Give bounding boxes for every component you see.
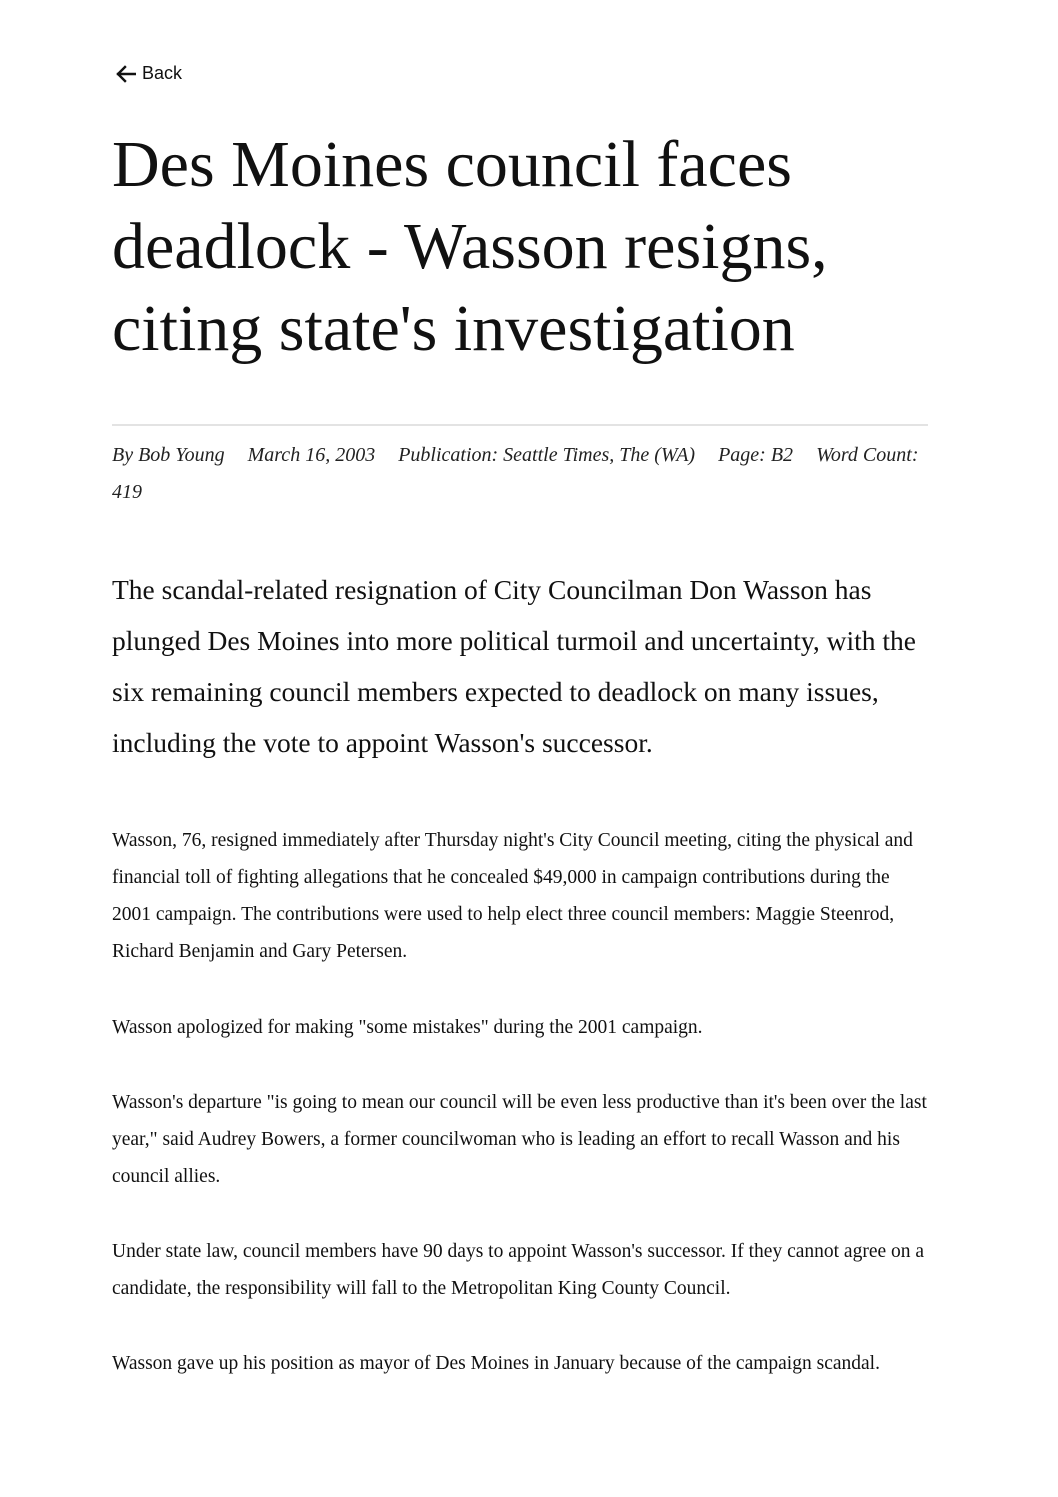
article-title: Des Moines council faces deadlock - Wasson resigns, citing state's investigation: [112, 128, 828, 365]
back-button[interactable]: [116, 63, 182, 84]
publication-date: March 16, 2003: [247, 444, 376, 466]
byline: By Bob Young: [112, 444, 225, 466]
page-number: Page: B2: [718, 444, 794, 466]
article-lead: The scandal-related resignation of City Councilman Don Wasson has plunged Des Moines into more political turmoil and uncertainty, with the six remaining council members expected to deadlock on many issues, including the vote to appoint Wasson's successor.: [112, 574, 916, 758]
article-paragraph-4: Under state law, council members have 90 days to appoint Wasson's successor. If they cannot agree on a candidate, the responsibility will fall to the Metropolitan King County Council.: [112, 1241, 925, 1299]
article-meta: [112, 437, 928, 511]
article-paragraph-3: Wasson's departure "is going to mean our council will be even less productive than it's been over the last year," said Audrey Bowers, a former councilwoman who is leading an effort to recall Wasson and his council allies.: [112, 1092, 927, 1187]
title-divider: [112, 424, 928, 426]
arrow-left-icon: [116, 65, 136, 83]
article-paragraph-5: Wasson gave up his position as mayor of Des Moines in January because of the campaign scandal.: [112, 1353, 880, 1374]
publication-name: Publication: Seattle Times, The (WA): [398, 444, 696, 466]
article-paragraph-1: Wasson, 76, resigned immediately after Thursday night's City Council meeting, citing the physical and financial toll of fighting allegations that he concealed $49,000 in campaign contributions during the 2001 campaign. The contributions were used to help elect three council members: Maggie Steenrod, Richard Benjamin and Gary Petersen.: [112, 830, 913, 962]
word-count: Word Count: 419: [112, 444, 919, 503]
article-paragraph-2: Wasson apologized for making "some mistakes" during the 2001 campaign.: [112, 1017, 703, 1038]
back-label: Back: [142, 63, 183, 83]
